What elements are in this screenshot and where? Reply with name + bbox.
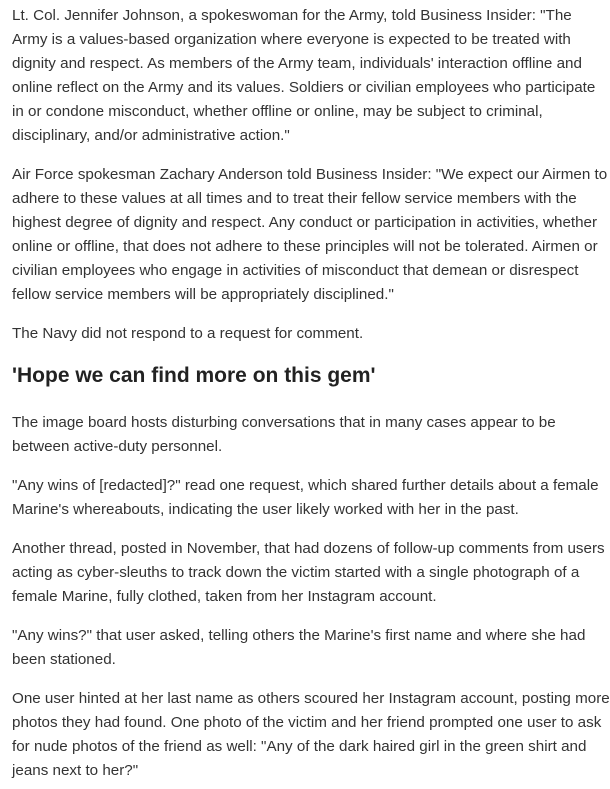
air-force-statement-paragraph: Air Force spokesman Zachary Anderson told Business Insider: "We expect our Airmen to adhere to these values at all times and to treat their fellow service members with the highest degree of dignity and respect. Any conduct or participation in activities, whether online or offline, that does not adhere to these principles will not be tolerated. Airmen or civilian employees who engage in activities of misconduct that demean or disrespect fellow service members will be appropriately disciplined.": [12, 166, 608, 303]
any-wins-paragraph: "Any wins?" that user asked, telling others the Marine's first name and where she had been stationed.: [12, 627, 586, 668]
army-statement-paragraph: Lt. Col. Jennifer Johnson, a spokeswoman for the Army, told Business Insider: "The Army is a values-based organization where everyone is expected to be treated with dignity and respect. As members of the Army team, individuals' interaction offline and online reflect on the Army and its values. Soldiers or civilian employees who participate in or condone misconduct, whether offline or online, may be subject to criminal, disciplinary, and/or administrative action.": [12, 7, 596, 144]
image-board-paragraph: The image board hosts disturbing conversations that in many cases appear to be between active-duty personnel.: [12, 414, 556, 455]
thread-paragraph: Another thread, posted in November, that had dozens of follow-up comments from users acting as cyber-sleuths to track down the victim started with a single photograph of a female Marine, fully clothed, taken from her Instagram account.: [12, 540, 605, 605]
section-heading: 'Hope we can find more on this gem': [12, 364, 376, 387]
navy-statement-paragraph: The Navy did not respond to a request for comment.: [12, 325, 364, 342]
last-name-paragraph: One user hinted at her last name as others scoured her Instagram account, posting more photos they had found. One photo of the victim and her friend prompted one user to ask for nude photos of the friend as well: "Any of the dark haired girl in the green shirt and jeans next to her?": [12, 690, 610, 779]
wins-request-paragraph: "Any wins of [redacted]?" read one request, which shared further details about a female Marine's whereabouts, indicating the user likely worked with her in the past.: [12, 477, 599, 518]
